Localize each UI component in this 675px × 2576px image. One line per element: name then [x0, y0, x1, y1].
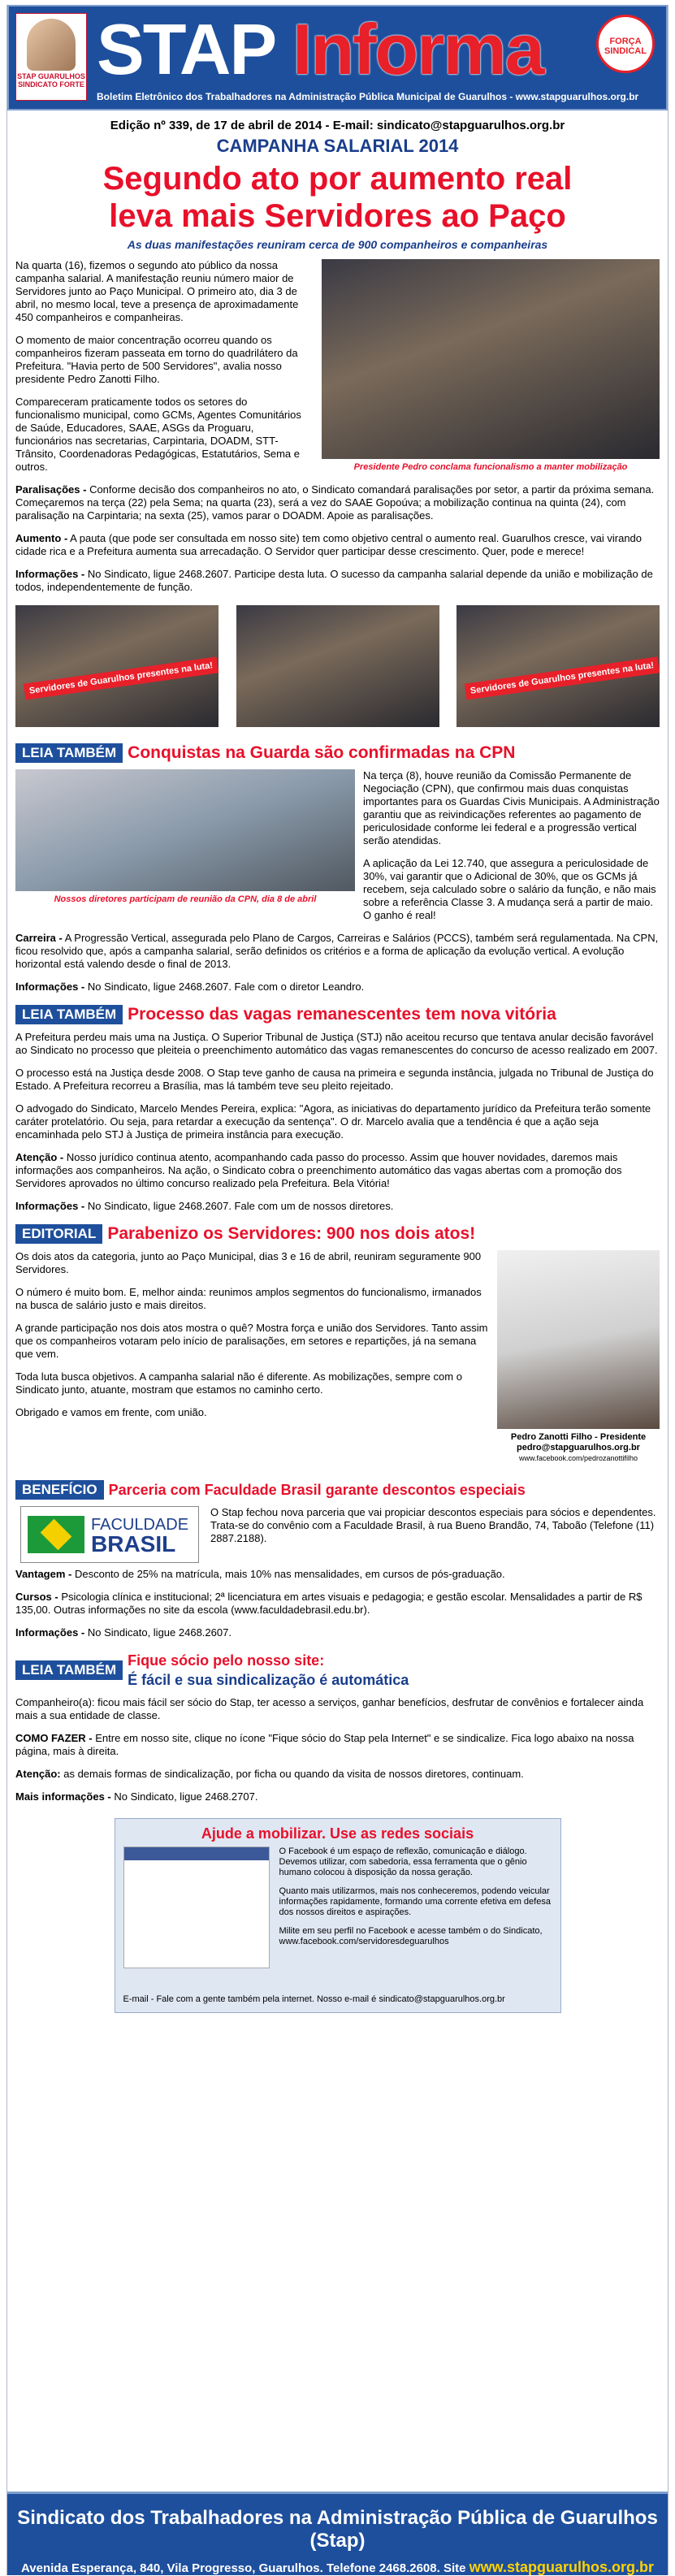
social-media-box: [115, 1818, 561, 2013]
lead-p4: Paralisações - Conforme decisão dos companheiros no ato, o Sindicato comandará paralisações por setor, a partir da próxima semana. Começaremos na terça (22) pela Sema; na quarta (23), será a vez do SAAE Gopoúva; a mobilização continua na quinta (24), com paralisação na Carpintaria; na sexta (25), vamos parar o DOADM. Apoie as paralisações.: [15, 483, 655, 522]
lead-p6: Informações - No Sindicato, ligue 2468.2607. Participe desta luta. O sucesso da campanha salarial depende da união e mobilização de todos, independentemente de função.: [15, 568, 653, 593]
protest-banner-2: Servidores de Guarulhos presentes na luta!: [465, 656, 660, 699]
guarda-photo: [15, 769, 355, 906]
socio-p4: Mais informações - No Sindicato, ligue 2468.2707.: [15, 1790, 258, 1803]
lead-photo: [322, 259, 660, 474]
socio-p1: Companheiro(a): ficou mais fácil ser sócio do Stap, ter acesso a serviços, ganhar benefícios, desfrutar de convênios e fortalecer ainda mais a sua entidade de classe.: [15, 1696, 644, 1721]
lead-article: [7, 259, 668, 2013]
brand-stap: STAP: [97, 9, 275, 89]
photo-strip: [15, 605, 660, 727]
vagas-p2: O processo está na Justiça desde 2008. O Stap teve ganho de causa na primeira e segunda instância, julgada no Tribunal de Justiça do Estado. A Prefeitura recorreu a Brasília, mas lá também teve seu pleito rejeitado.: [15, 1067, 654, 1092]
guarda-p2: A aplicação da Lei 12.740, que assegura a periculosidade de 30%, vai garantir que o Adicional de 30%, que os GCMs já recebem, seja calculado sobre o salário da função, e não mais sobre a referência Classe 3. A mudança será a partir de maio. O ganho é real!: [363, 857, 656, 921]
guarda-heading: [15, 743, 660, 763]
vagas-p3: O advogado do Sindicato, Marcelo Mendes Pereira, explica: "Agora, as iniciativas do departamento jurídico da Prefeitura terão somente caráter protelatório. Ou seja, para retardar a execução da sentença". O dr. Marcelo avalia que a tendência é que a ação seja encaminhada pelo STJ à Justiça de primeira instância para execução.: [15, 1102, 651, 1141]
editorial-p2: O número é muito bom. E, melhor ainda: reunimos amplos segmentos do funcionalismo, irmanados na busca de salário justo e mais direitos.: [15, 1286, 482, 1311]
edition-line: Edição nº 339, de 17 de abril de 2014 - E-mail: sindicato@stapguarulhos.org.br: [110, 119, 565, 132]
footer-site-link[interactable]: www.stapguarulhos.org.br: [469, 2559, 654, 2575]
beneficio-tag: BENEFÍCIO: [15, 1480, 104, 1500]
protest-banner-1: Servidores de Guarulhos presentes na luta!: [24, 656, 219, 699]
newsletter-page: [6, 5, 669, 2575]
social-p3: Milite em seu perfil no Facebook e acesse também o do Sindicato, www.facebook.com/servidoresdeguarulhos: [279, 1926, 543, 1946]
lead-headline: [7, 160, 668, 235]
strip-photo-1: [15, 605, 219, 727]
lead-p1: Na quarta (16), fizemos o segundo ato público da nossa campanha salarial. A manifestação reuniu número maior de Servidores junto ao Paço Municipal. O primeiro ato, dia 3 de abril, no mesmo local, teve a presença de aproximadamente 450 companheiros e companheiras.: [15, 259, 299, 323]
faculdade-brasil-logo: FACULDADE BRASIL: [20, 1506, 199, 1563]
president-portrait: [497, 1250, 660, 1429]
socio-title: Fique sócio pelo nosso site: É fácil e sua sindicalização é automática: [128, 1652, 409, 1688]
editorial-heading: [15, 1224, 660, 1244]
social-footnote: E-mail - Fale com a gente também pela internet. Nosso e-mail é sindicato@stapguarulhos.org.br: [123, 1994, 505, 2004]
vagas-p4: Atenção - Nosso jurídico continua atento, acompanhando cada passo do processo. Assim que houver novidades, daremos mais informações aos companheiros. Na ação, o Sindicato cobra o preenchimento automático das vagas abertas com a promoção dos Servidores aprovados no último concurso realizado pela Prefeitura. Bela Vitória!: [15, 1151, 622, 1189]
lead-photo-caption: Presidente Pedro conclama funcionalismo a manter mobilização: [353, 462, 628, 472]
president-caption: Pedro Zanotti Filho - Presidente pedro@stapguarulhos.org.br www.facebook.com/pedrozanottifilho: [510, 1432, 647, 1462]
fist-icon: [27, 19, 76, 71]
brazil-flag-icon: [28, 1516, 84, 1553]
editorial-p5: Obrigado e vamos em frente, com união.: [15, 1406, 207, 1418]
lead-kicker: CAMPANHA SALARIAL 2014: [216, 136, 459, 156]
beneficio-p4: Informações - No Sindicato, ligue 2468.2607.: [15, 1626, 231, 1639]
rally-photo: [322, 259, 660, 459]
beneficio-p3: Cursos - Psicologia clínica e institucional; 2ª licenciatura em artes visuais e pedagogia; e gestão escolar. Mensalidades a partir de R$ 135,00. Outras informações no site da escola (www.faculdadebrasil.edu.br).: [15, 1591, 643, 1616]
guarda-photo-caption: Nossos diretores participam de reunião da CPN, dia 8 de abril: [54, 894, 317, 904]
socio-heading: [15, 1651, 660, 1690]
guarda-p4: Informações - No Sindicato, ligue 2468.2607. Fale com o diretor Leandro.: [15, 981, 365, 993]
vagas-tag: LEIA TAMBÉM: [15, 1005, 123, 1024]
footer-address: Avenida Esperança, 840, Vila Progresso, Guarulhos. Telefone 2468.2608. Site www.stapguarulhos.org.br: [20, 2559, 654, 2575]
lead-subhead: As duas manifestações reuniram cerca de 900 companheiros e companheiras: [127, 238, 548, 251]
beneficio-p2: Vantagem - Desconto de 25% na matrícula, mais 10% nas mensalidades, em cursos de pós-graduação.: [15, 1568, 505, 1580]
headline-line-1: Segundo ato por aumento real: [102, 161, 573, 197]
beneficio-p1: O Stap fechou nova parceria que vai propiciar descontos especiais para sócios e dependentes. Trata-se do convênio com a Faculdade Brasil, à rua Bueno Brandão, 74, Taboão (Telefone (11) 2887.2188).: [210, 1506, 656, 1544]
socio-p2: COMO FAZER - Entre em nosso site, clique no ícone "Fique sócio do Stap pela Internet" e se sindicalize. Fica logo abaixo na nossa página, mais à direita.: [15, 1732, 634, 1757]
logo-text: STAP GUARULHOS SINDICATO FORTE: [17, 72, 85, 89]
president-photo: [497, 1250, 660, 1464]
vagas-p5: Informações - No Sindicato, ligue 2468.2607. Fale com um de nossos diretores.: [15, 1200, 394, 1212]
guarda-title: Conquistas na Guarda são confirmadas na CPN: [128, 743, 516, 762]
editorial-tag: EDITORIAL: [15, 1224, 102, 1244]
forca-sindical-logo: [596, 15, 655, 73]
footer-union-name: Sindicato dos Trabalhadores na Administração Pública de Guarulhos (Stap): [17, 2507, 658, 2552]
beneficio-title: Parceria com Faculdade Brasil garante descontos especiais: [108, 1482, 526, 1498]
facebook-page-screenshot: [123, 1846, 270, 1968]
guarda-p3: Carreira - A Progressão Vertical, assegurada pelo Plano de Cargos, Carreiras e Salários (PCCS), também será regulamentada. Na CPN, ficou resolvido que, após a campanha salarial, serão definidos os critérios e a forma de aplicação da evolução vertical. A evolução horizontal está valendo desde o final de 2013.: [15, 932, 659, 970]
guarda-p1: Na terça (8), houve reunião da Comissão Permanente de Negociação (CPN), que confirmou mais duas conquistas importantes para os Guardas Civis Municipais. A Administração garantiu que as reivindicações referentes ao pagamento de periculosidade conforme lei federal e a progressão vertical serão atendidas.: [363, 769, 660, 846]
strip-photo-2: [236, 605, 439, 727]
editorial-p4: Toda luta busca objetivos. A campanha salarial não é diferente. As mobilizações, sempre com o Sindicato junto, atuante, mostram que estamos no caminho certo.: [15, 1370, 462, 1396]
vagas-title: Processo das vagas remanescentes tem nova vitória: [128, 1005, 556, 1024]
lead-p5: Aumento - A pauta (que pode ser consultada em nosso site) tem como objetivo central o aumento real. Guarulhos cresce, vai virando cidade rica e a Prefeitura aumenta sua arrecadação. O Servidor quer participar desse crescimento. Quer, pode e merece!: [15, 532, 643, 557]
social-p2: Quanto mais utilizarmos, mais nos conheceremos, podendo veicular informações rapidamente, formando uma corrente efetiva em defesa dos nossos direitos e aspirações.: [279, 1886, 551, 1917]
vagas-heading: [15, 1005, 660, 1024]
social-p1: O Facebook é um espaço de reflexão, comunicação e diálogo. Devemos utilizar, com sabedoria, essa ferramenta que o gênio humano colocou à disposição da nossa geração.: [279, 1846, 527, 1877]
guarda-tag: LEIA TAMBÉM: [15, 743, 123, 763]
cpn-meeting-photo: [15, 769, 355, 891]
lead-p3: Compareceram praticamente todos os setores do funcionalismo municipal, como GCMs, Agentes Comunitários de Saúde, Educadores, SAAE, ASGs da Proguaru, funcionários nas secretarias, Carpintaria, DOADM, STT-Trânsito, Coordenadoras Pedagógicas, Estatutários, Sema e outros.: [15, 396, 301, 473]
lead-p2: O momento de maior concentração ocorreu quando os companheiros fizeram passeata em torno do quadrilátero da Prefeitura. "Havia perto de 500 Servidores", avalia nosso presidente Pedro Zanotti Filho.: [15, 334, 298, 385]
brand-informa: Informa: [292, 9, 543, 89]
vagas-p1: A Prefeitura perdeu mais uma na Justiça. O Superior Tribunal de Justiça (STJ) não aceitou recurso que tentava anular decisão favorável ao Sindicato no processo que pleiteia o preenchimento automático das vagas remanescentes do concurso de acesso realizado em 2007.: [15, 1031, 658, 1056]
stap-logo: [15, 13, 87, 101]
masthead: [7, 5, 668, 110]
socio-p3: Atenção: as demais formas de sindicalização, por ficha ou quando da visita de nossos diretores, continuam.: [15, 1768, 524, 1780]
brand-title: [97, 11, 543, 88]
headline-line-2: leva mais Servidores ao Paço: [109, 198, 566, 234]
masthead-tagline: Boletim Eletrônico dos Trabalhadores na Administração Pública Municipal de Guarulhos - www.stapguarulhos.org.br: [97, 91, 639, 102]
forca-text: FORÇA SINDICAL: [604, 37, 647, 56]
socio-tag: LEIA TAMBÉM: [15, 1660, 123, 1680]
editorial-p3: A grande participação nos dois atos mostra o quê? Mostra força e união dos Servidores. Tanto assim que os companheiros votaram pelo início de paralisações, em setores e repartições, já na semana que vem.: [15, 1322, 488, 1360]
social-title: Ajude a mobilizar. Use as redes sociais: [201, 1825, 474, 1842]
editorial-p1: Os dois atos da categoria, junto ao Paço Municipal, dias 3 e 16 de abril, reuniram seguramente 900 Servidores.: [15, 1250, 482, 1275]
strip-photo-3: [456, 605, 660, 727]
beneficio-heading: [15, 1480, 660, 1500]
footer-bar: [7, 2492, 668, 2575]
editorial-title: Parabenizo os Servidores: 900 nos dois atos!: [107, 1224, 476, 1243]
